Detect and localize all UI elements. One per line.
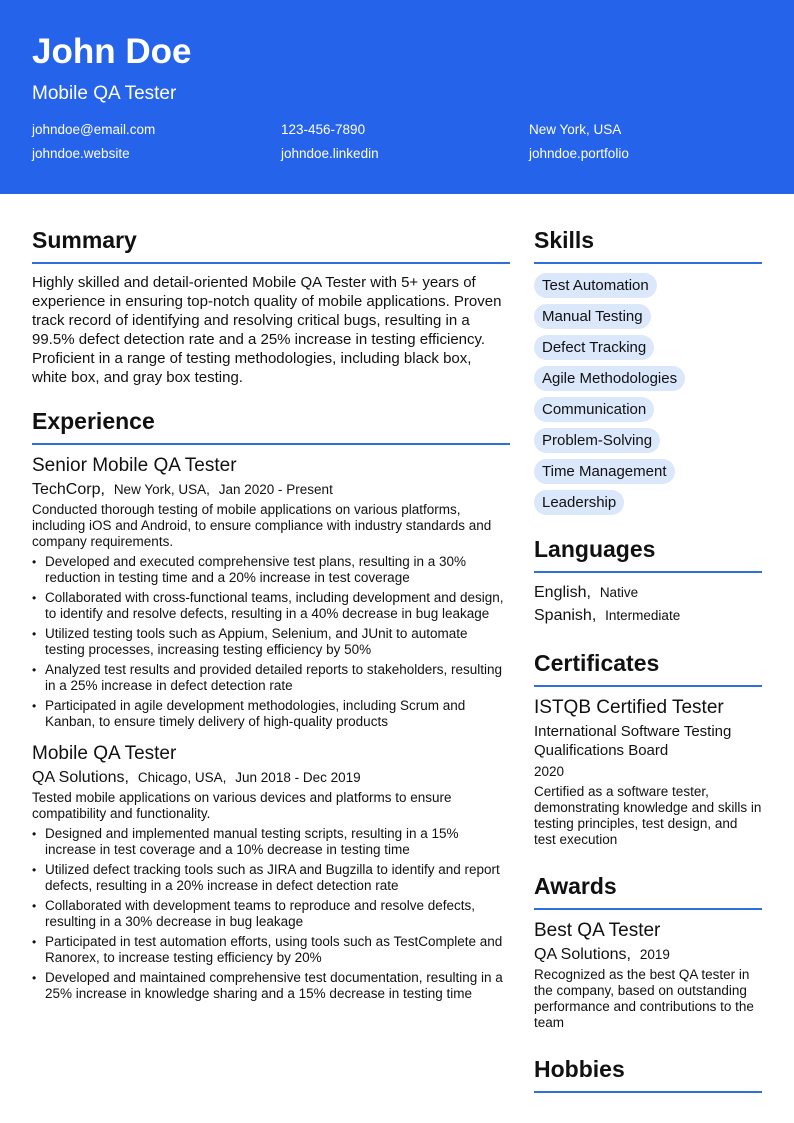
language-level: Intermediate bbox=[605, 608, 681, 623]
summary-heading: Summary bbox=[32, 224, 510, 264]
certificates-heading: Certificates bbox=[534, 647, 762, 687]
languages-heading: Languages bbox=[534, 533, 762, 573]
job-description: Tested mobile applications on various devices and platforms to ensure compatibility and functionality. bbox=[32, 790, 452, 821]
job-bullet: • Participated in agile development methodologies, including Scrum and Kanban, to ensure timely delivery of high-quality products bbox=[32, 698, 510, 730]
certificate-org: International Software Testing Qualifications Board bbox=[534, 723, 732, 759]
summary-section bbox=[32, 224, 510, 387]
language-name: English, bbox=[534, 584, 591, 601]
job-location: Chicago, USA, bbox=[137, 770, 227, 785]
contact-linkedin[interactable]: johndoe.linkedin bbox=[281, 146, 379, 161]
contact-email[interactable]: johndoe@email.com bbox=[32, 122, 156, 137]
award-meta bbox=[534, 944, 762, 966]
languages-section bbox=[534, 533, 762, 627]
contact-portfolio[interactable]: johndoe.portfolio bbox=[529, 146, 629, 161]
skill-tag: Test Automation bbox=[534, 273, 657, 298]
award-org: QA Solutions, bbox=[534, 946, 631, 963]
contact-phone[interactable]: 123-456-7890 bbox=[281, 122, 366, 137]
language-name: Spanish, bbox=[534, 607, 597, 624]
contact-location: New York, USA bbox=[529, 122, 622, 137]
language-level: Native bbox=[599, 585, 639, 600]
job-location: New York, USA, bbox=[113, 482, 210, 497]
summary-text: Highly skilled and detail-oriented Mobile QA Tester with 5+ years of experience in ensuring top-notch quality of mobile applications. Proven track record of identifying and resolving critical bugs, resulting in a 99.5% defect detection rate and a 25% increase in testing efficiency. Proficient in a range of testing methodologies, including black box, white box, and gray box testing. bbox=[32, 274, 502, 386]
candidate-name: John Doe bbox=[32, 32, 192, 71]
award-year: 2019 bbox=[639, 947, 670, 962]
job-meta bbox=[32, 768, 510, 788]
skill-tag: Leadership bbox=[534, 490, 624, 515]
candidate-title: Mobile QA Tester bbox=[32, 83, 177, 104]
job-bullet: • Developed and executed comprehensive test plans, resulting in a 30% reduction in testing time and a 20% increase in test coverage bbox=[32, 554, 510, 586]
job-bullet: • Designed and implemented manual testing scripts, resulting in a 15% increase in test coverage and a 10% decrease in testing time bbox=[32, 826, 510, 858]
job-bullets bbox=[32, 554, 510, 730]
job-bullet: • Collaborated with development teams to reproduce and resolve defects, resulting in a 30% decrease in bug leakage bbox=[32, 898, 510, 930]
job-bullet: • Developed and maintained comprehensive test documentation, resulting in a 25% increase in knowledge sharing and a 15% decrease in testing time bbox=[32, 970, 510, 1002]
job-meta bbox=[32, 480, 510, 500]
job-description: Conducted thorough testing of mobile applications on various platforms, including iOS and Android, to ensure compliance with industry standards and company requirements. bbox=[32, 502, 492, 549]
job-bullet: • Utilized defect tracking tools such as JIRA and Bugzilla to identify and report defects, resulting in a 20% increase in defect detection rate bbox=[32, 862, 510, 894]
contact-website[interactable]: johndoe.website bbox=[32, 146, 130, 161]
skill-tag: Defect Tracking bbox=[534, 335, 654, 360]
main-column bbox=[32, 224, 510, 1014]
certificate-year: 2020 bbox=[534, 764, 565, 779]
experience-heading: Experience bbox=[32, 405, 510, 445]
job-bullets bbox=[32, 826, 510, 1002]
resume-header bbox=[0, 0, 794, 194]
job-company: TechCorp, bbox=[32, 481, 105, 498]
skill-tag: Manual Testing bbox=[534, 304, 651, 329]
side-column bbox=[534, 224, 762, 1102]
skill-tag: Agile Methodologies bbox=[534, 366, 685, 391]
job-bullet: • Collaborated with cross-functional teams, including development and design, to identify and resolve defects, resulting in a 40% decrease in bug leakage bbox=[32, 590, 510, 622]
certificates-section bbox=[534, 647, 762, 848]
award-name: Best QA Tester bbox=[534, 920, 661, 941]
awards-heading: Awards bbox=[534, 870, 762, 910]
job-title: Senior Mobile QA Tester bbox=[32, 455, 237, 476]
certificate-name: ISTQB Certified Tester bbox=[534, 697, 724, 718]
skills-heading: Skills bbox=[534, 224, 762, 264]
job-dates: Jan 2020 - Present bbox=[218, 482, 333, 497]
language-entry bbox=[534, 582, 762, 604]
job-entry bbox=[32, 454, 510, 730]
job-dates: Jun 2018 - Dec 2019 bbox=[235, 770, 361, 785]
job-bullet: • Utilized testing tools such as Appium, Selenium, and JUnit to automate testing processes, increasing testing efficiency by 50% bbox=[32, 626, 510, 658]
job-bullet: • Participated in test automation efforts, using tools such as TestComplete and Ranorex, to increase testing efficiency by 20% bbox=[32, 934, 510, 966]
hobbies-section bbox=[534, 1053, 762, 1093]
skills-section bbox=[534, 224, 762, 515]
language-entry bbox=[534, 605, 762, 627]
job-entry bbox=[32, 742, 510, 1002]
skill-tag: Time Management bbox=[534, 459, 675, 484]
certificate-description: Certified as a software tester, demonstrating knowledge and skills in testing principles, test design, and test execution bbox=[534, 784, 762, 847]
job-title: Mobile QA Tester bbox=[32, 743, 177, 764]
experience-section bbox=[32, 405, 510, 1002]
skill-tag: Communication bbox=[534, 397, 654, 422]
award-description: Recognized as the best QA tester in the company, based on outstanding performance and contributions to the team bbox=[534, 967, 754, 1030]
job-company: QA Solutions, bbox=[32, 769, 129, 786]
skill-tag: Problem-Solving bbox=[534, 428, 660, 453]
job-bullet: • Analyzed test results and provided detailed reports to stakeholders, resulting in a 25% increase in defect detection rate bbox=[32, 662, 510, 694]
awards-section bbox=[534, 870, 762, 1031]
hobbies-heading: Hobbies bbox=[534, 1053, 762, 1093]
